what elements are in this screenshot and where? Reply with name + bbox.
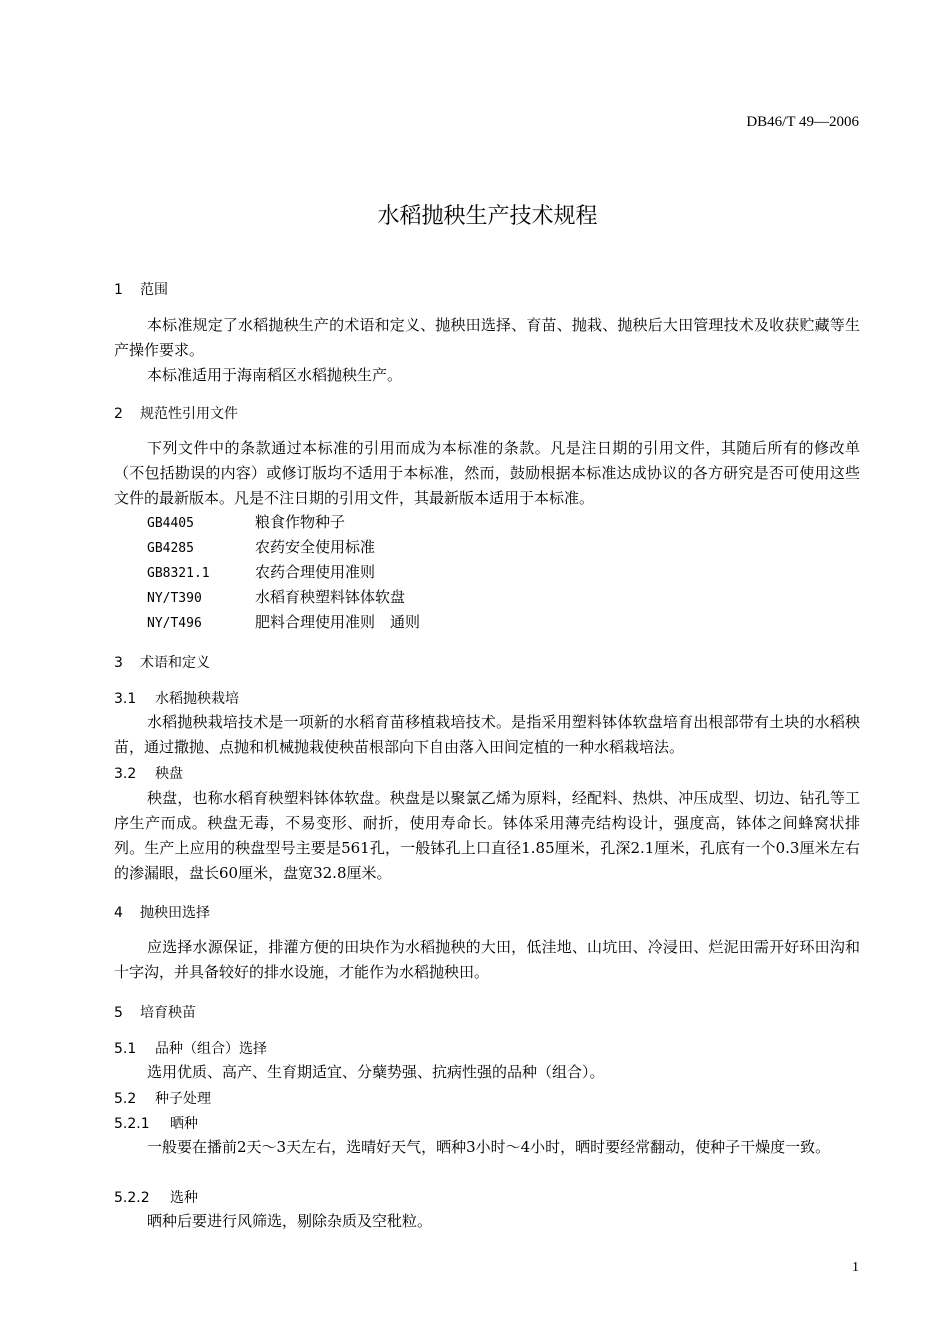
document-title: 水稻抛秧生产技术规程 <box>377 204 598 229</box>
subsection-5-1-heading <box>114 1038 267 1058</box>
page-number: 1 <box>852 1260 859 1275</box>
section-number: 5.2.1 <box>114 1116 150 1132</box>
section-title: 选种 <box>170 1190 198 1206</box>
section-title: 培育秧苗 <box>140 1005 196 1021</box>
section-number: 5.2 <box>114 1091 137 1107</box>
subsection-3-2-heading <box>114 763 183 783</box>
reference-name: 粮食作物种子 <box>255 513 346 531</box>
paragraph: 本标准规定了水稻抛秧生产的术语和定义、抛秧田选择、育苗、抛栽、抛秧后大田管理技术及收获贮藏等生产操作要求。 <box>114 316 860 359</box>
section-1-heading <box>114 279 168 299</box>
reference-name: 农药合理使用准则 <box>255 563 376 581</box>
subsection-5-2-heading <box>114 1088 211 1108</box>
reference-row <box>147 586 405 607</box>
reference-name: 水稻育秧塑料钵体软盘 <box>255 588 406 606</box>
section-number: 2 <box>114 406 123 422</box>
section-4-heading <box>114 902 210 922</box>
section-number: 1 <box>114 282 123 298</box>
section-number: 5.1 <box>114 1041 137 1057</box>
reference-row <box>147 611 420 632</box>
section-number: 4 <box>114 905 123 921</box>
reference-name: 农药安全使用标准 <box>255 538 376 556</box>
reference-code: NY/T390 <box>147 591 202 606</box>
reference-code: GB8321.1 <box>147 566 210 581</box>
subsection-5-2-1-heading <box>114 1113 198 1133</box>
reference-code: GB4405 <box>147 516 194 531</box>
reference-code: NY/T496 <box>147 616 202 631</box>
paragraph: 本标准适用于海南稻区水稻抛秧生产。 <box>147 366 403 384</box>
paragraph: 应选择水源保证，排灌方便的田块作为水稻抛秧的大田，低洼地、山坑田、冷浸田、烂泥田需开好环田沟和十字沟，并具备较好的排水设施，才能作为水稻抛秧田。 <box>114 938 860 981</box>
standard-number: DB46/T 49—2006 <box>746 114 859 130</box>
reference-name: 肥料合理使用准则 通则 <box>255 613 421 631</box>
reference-row <box>147 536 375 557</box>
section-title: 水稻抛秧栽培 <box>155 691 239 707</box>
subsection-3-1-heading <box>114 688 239 708</box>
section-title: 抛秧田选择 <box>140 905 210 921</box>
section-title: 范围 <box>140 282 168 298</box>
reference-row <box>147 561 375 582</box>
section-number: 3.2 <box>114 766 137 782</box>
reference-row <box>147 511 345 532</box>
section-title: 种子处理 <box>155 1091 211 1107</box>
subsection-5-2-2-heading <box>114 1187 198 1207</box>
paragraph: 秧盘，也称水稻育秧塑料钵体软盘。秧盘是以聚氯乙烯为原料，经配料、热烘、冲压成型、切边、钻孔等工序生产而成。秧盘无毒，不易变形、耐折，使用寿命长。钵体采用薄壳结构设计，强度高，钵体之间蜂窝状排列。生产上应用的秧盘型号主要是561孔，一般钵孔上口直径1.85厘米，孔深2.1厘米，孔底有一个0.3厘米左右的渗漏眼，盘长60厘米，盘宽32.8厘米。 <box>114 789 860 882</box>
section-3-heading <box>114 652 210 672</box>
section-title: 晒种 <box>170 1116 198 1132</box>
section-title: 规范性引用文件 <box>140 406 238 422</box>
paragraph: 选用优质、高产、生育期适宜、分蘖势强、抗病性强的品种（组合）。 <box>147 1063 605 1081</box>
section-5-heading <box>114 1002 196 1022</box>
section-title: 术语和定义 <box>140 655 210 671</box>
paragraph: 水稻抛秧栽培技术是一项新的水稻育苗移植栽培技术。是指采用塑料钵体软盘培育出根部带有土块的水稻秧苗，通过撒抛、点抛和机械抛栽使秧苗根部向下自由落入田间定植的一种水稻栽培法。 <box>114 713 860 756</box>
paragraph: 晒种后要进行风筛选，剔除杂质及空秕粒。 <box>147 1212 433 1230</box>
section-number: 5.2.2 <box>114 1190 150 1206</box>
section-title: 秧盘 <box>155 766 183 782</box>
paragraph: 下列文件中的条款通过本标准的引用而成为本标准的条款。凡是注日期的引用文件，其随后所有的修改单（不包括勘误的内容）或修订版均不适用于本标准，然而，鼓励根据本标准达成协议的各方研究是否可使用这些文件的最新版本。凡是不注日期的引用文件，其最新版本适用于本标准。 <box>114 439 860 507</box>
section-number: 5 <box>114 1005 123 1021</box>
section-2-heading <box>114 403 238 423</box>
section-number: 3 <box>114 655 123 671</box>
reference-code: GB4285 <box>147 541 194 556</box>
paragraph: 一般要在播前2天～3天左右，选晴好天气，晒种3小时～4小时，晒时要经常翻动，使种子干燥度一致。 <box>147 1138 831 1156</box>
section-title: 品种（组合）选择 <box>155 1041 267 1057</box>
section-number: 3.1 <box>114 691 137 707</box>
